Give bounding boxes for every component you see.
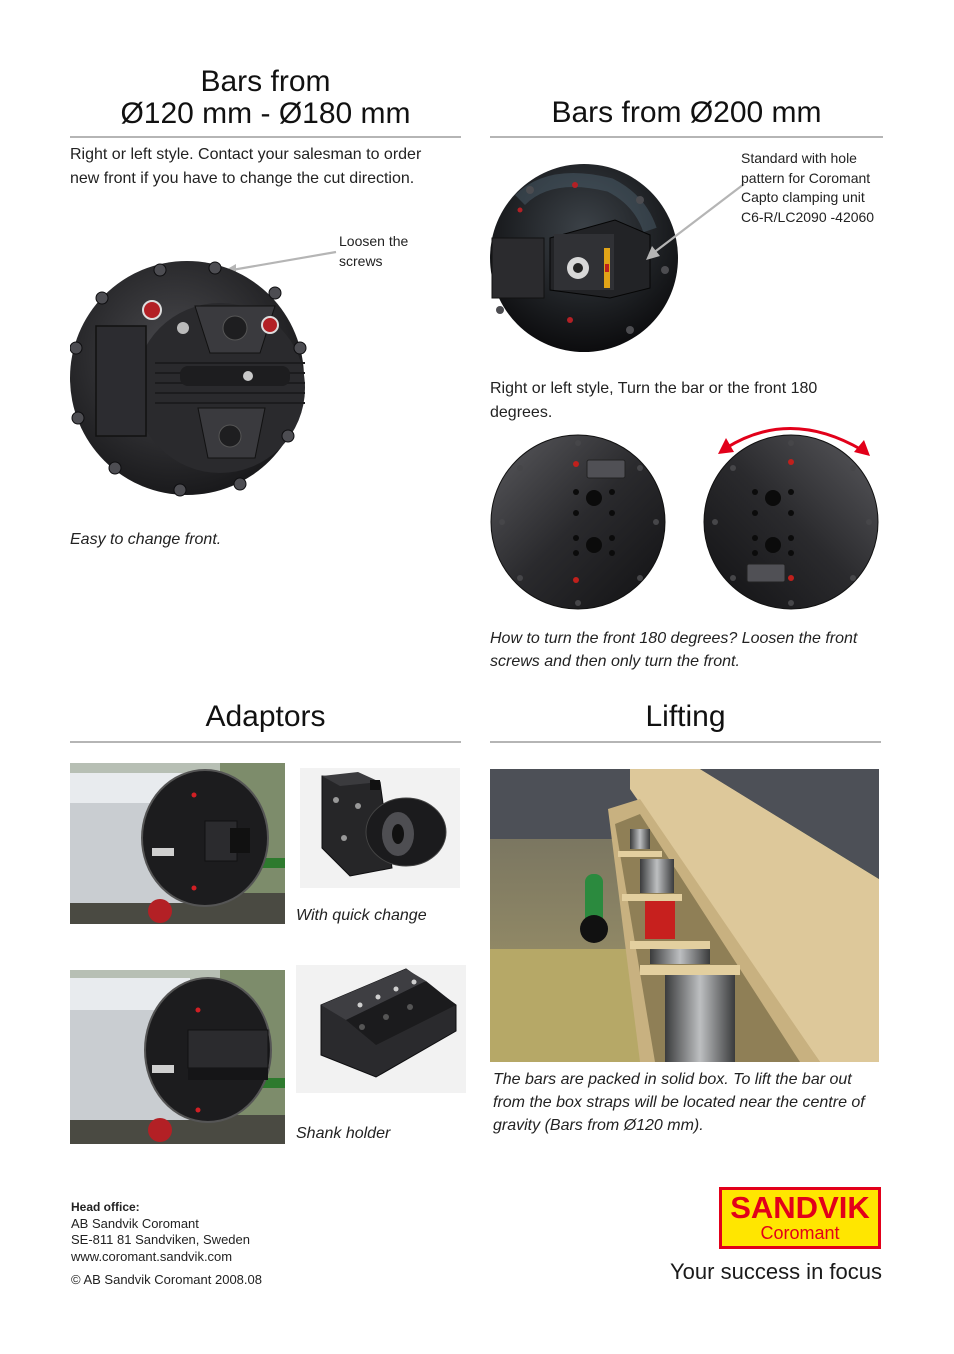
lifting-caption: The bars are packed in solid box. To lift the bar out from the box straps will be located near the centre of gravity (Bars from Ø120 mm). bbox=[493, 1071, 865, 1134]
large-bars-caption: How to turn the front 180 degrees? Loosen the front screws and then only turn the front. bbox=[490, 630, 858, 670]
shank-holder-bar-photo bbox=[70, 970, 285, 1144]
packed-bars-box-photo bbox=[490, 769, 879, 1062]
tagline: Your success in focus bbox=[670, 1259, 882, 1284]
capto-callout: Standard with hole pattern for Coromant Capto clamping unit C6-R/LC2090 -42060 bbox=[741, 150, 875, 225]
quick-change-caption: With quick change bbox=[296, 907, 427, 924]
section-divider bbox=[70, 741, 461, 743]
shank-holder-caption: Shank holder bbox=[296, 1125, 391, 1142]
logo-sub: Coromant bbox=[760, 1223, 840, 1243]
copyright: © AB Sandvik Coromant 2008.08 bbox=[71, 1272, 262, 1287]
section-title-small-bars bbox=[70, 66, 461, 130]
section-divider bbox=[70, 136, 461, 138]
footer-address bbox=[71, 1199, 371, 1289]
section-title-adaptors: Adaptors bbox=[205, 700, 326, 733]
head-office-label: Head office: bbox=[71, 1200, 140, 1214]
small-bars-caption: Easy to change front. bbox=[70, 531, 222, 548]
sandvik-logo bbox=[719, 1187, 881, 1249]
quick-change-bar-photo bbox=[70, 763, 285, 924]
section-divider bbox=[490, 136, 883, 138]
loosen-screws-callout: Loosen the screws bbox=[339, 233, 409, 269]
front-plates-photo bbox=[490, 418, 890, 613]
company-address: SE-811 81 Sandviken, Sweden bbox=[71, 1232, 250, 1247]
shank-holder-photo bbox=[296, 965, 466, 1093]
capto-callout-arrow bbox=[640, 180, 750, 270]
company-website[interactable]: www.coromant.sandvik.com bbox=[71, 1248, 233, 1264]
logo-brand: SANDVIK bbox=[730, 1190, 870, 1225]
company-name: AB Sandvik Coromant bbox=[71, 1215, 199, 1231]
section-title-large-bars: Bars from Ø200 mm bbox=[551, 96, 822, 129]
section-divider bbox=[490, 741, 881, 743]
large-bars-text: Right or left style, Turn the bar or the front 180 degrees. bbox=[490, 380, 818, 421]
title-line-1: Bars from bbox=[200, 65, 331, 98]
bar-front-photo bbox=[70, 258, 320, 498]
quick-change-unit-photo bbox=[300, 768, 460, 888]
small-bars-text: Right or left style. Contact your salesman to order new front if you have to change the cut direction. bbox=[70, 146, 422, 187]
logo-inner bbox=[722, 1190, 878, 1246]
title-line-2: Ø120 mm - Ø180 mm bbox=[120, 97, 411, 130]
section-title-lifting: Lifting bbox=[645, 700, 726, 733]
